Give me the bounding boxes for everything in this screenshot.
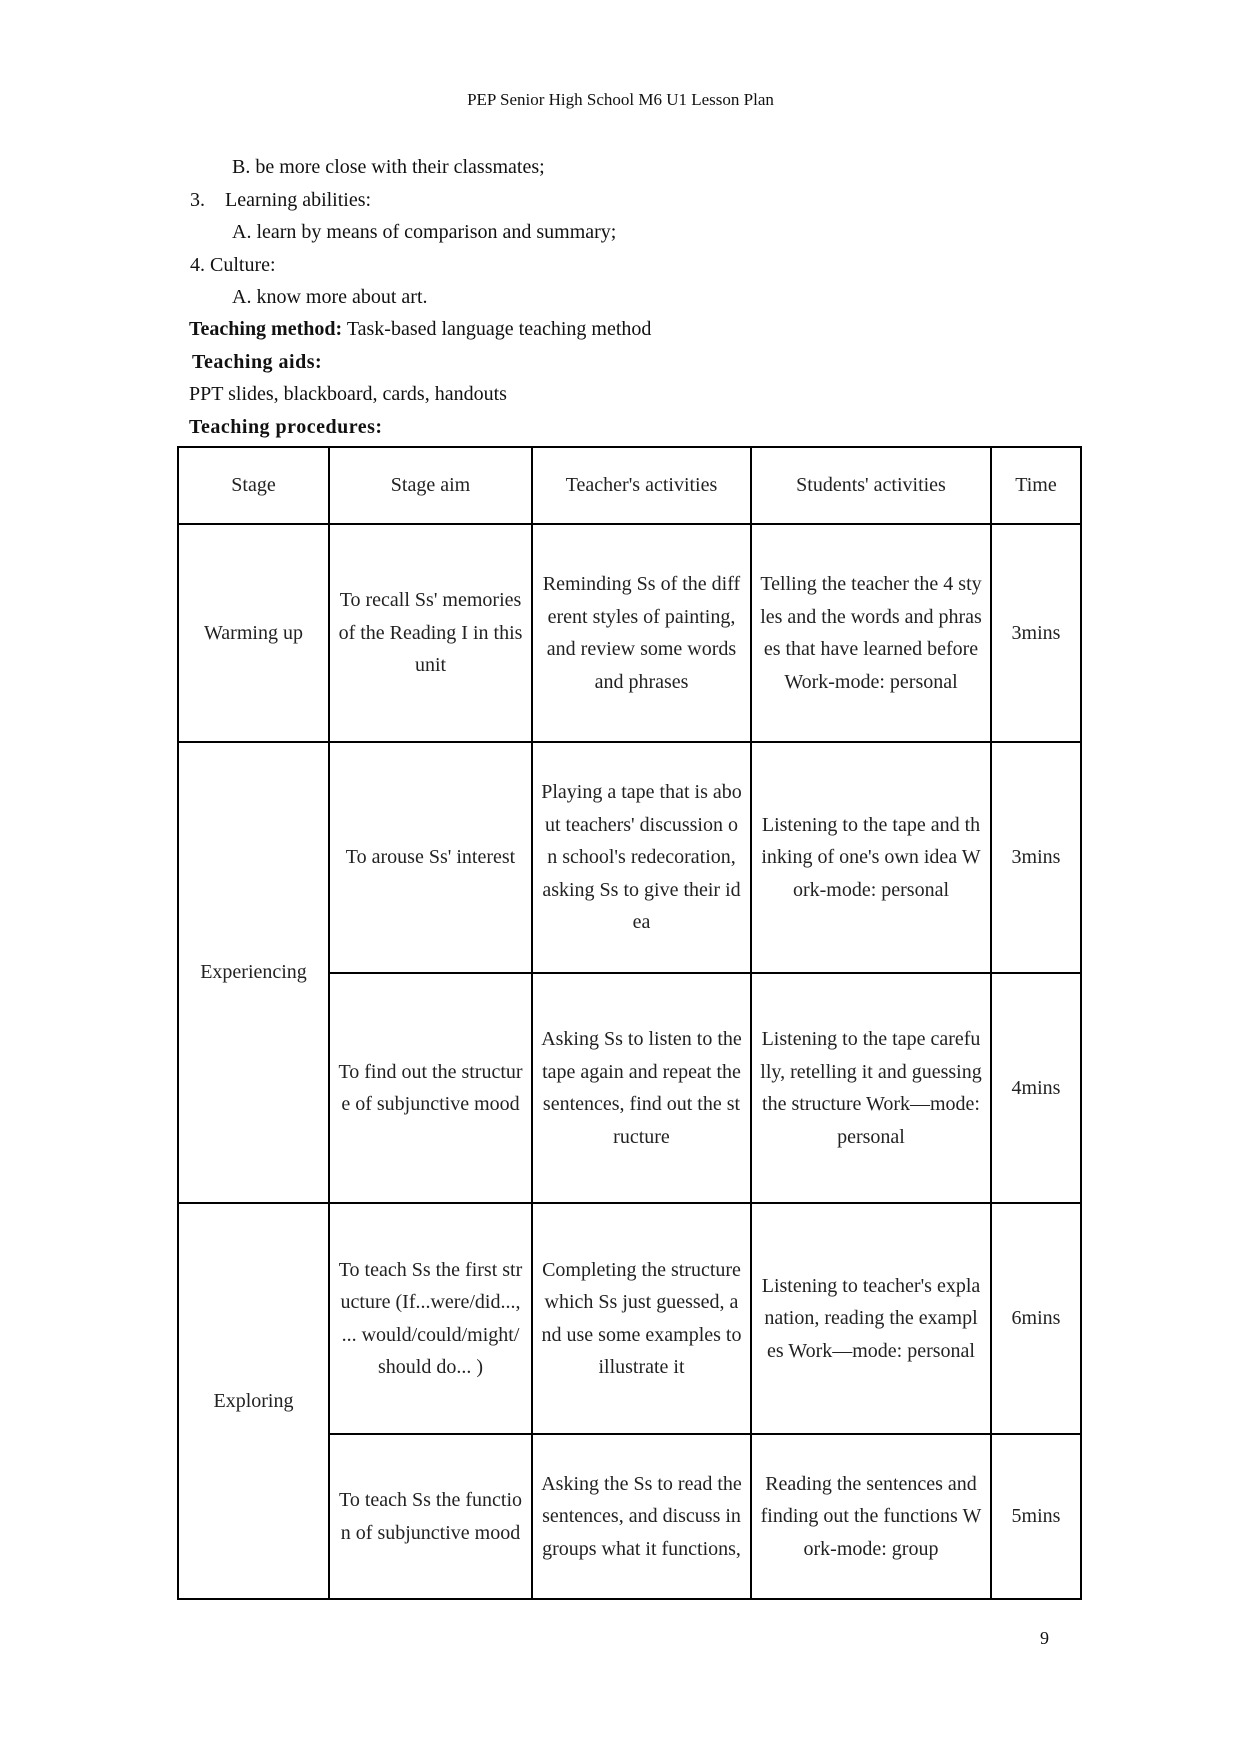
teaching-method [189,316,651,342]
cell-stage: Experiencing [178,742,329,1203]
teaching-procedures-table [177,446,1082,1600]
cell-time: 5mins [991,1434,1081,1599]
cell-teacher: Reminding Ss of the different styles of painting, and review some words and phrases [532,524,751,742]
teaching-method-value: Task-based language teaching method [346,318,652,340]
table-row [178,1203,1081,1434]
column-header-time: Time [991,447,1081,524]
cell-aim: To arouse Ss' interest [329,742,532,973]
teaching-aids-label: Teaching aids: [192,351,323,373]
page-header-title: PEP Senior High School M6 U1 Lesson Plan [467,90,774,109]
cell-teacher: Playing a tape that is about teachers' discussion on school's redecoration, asking Ss to give their idea [532,742,751,973]
cell-students: Listening to teacher's explanation, reading the examples Work—mode: personal [751,1203,991,1434]
cell-teacher: Asking the Ss to read the sentences, and discuss in groups what it functions, [532,1434,751,1599]
cell-time: 3mins [991,742,1081,973]
cell-aim: To teach Ss the first structure (If...were/did..., ... would/could/might/should do... ) [329,1203,532,1434]
learning-abilities-heading [190,187,371,213]
table-header-row [178,447,1081,524]
culture-item-a: A. know more about art. [232,286,428,308]
cell-aim: To find out the structure of subjunctive mood [329,973,532,1203]
cell-aim: To teach Ss the function of subjunctive mood [329,1434,532,1599]
cell-aim: To recall Ss' memories of the Reading I in this unit [329,524,532,742]
column-header-students-activities: Students' activities [751,447,991,524]
cell-students: Telling the teacher the 4 styles and the words and phrases that have learned before Work-mode: personal [751,524,991,742]
learning-abilities-item-a: A. learn by means of comparison and summary; [232,221,617,243]
cell-time: 6mins [991,1203,1081,1434]
cell-time: 3mins [991,524,1081,742]
culture-number: 4. [190,254,205,276]
cell-students: Reading the sentences and finding out the functions Work-mode: group [751,1434,991,1599]
cell-teacher: Completing the structure which Ss just guessed, and use some examples to illustrate it [532,1203,751,1434]
cell-teacher: Asking Ss to listen to the tape again and repeat the sentences, find out the structure [532,973,751,1203]
culture-label: Culture: [210,254,276,276]
cell-students: Listening to the tape and thinking of one's own idea Work-mode: personal [751,742,991,973]
page-number: 9 [1040,1628,1049,1648]
table-row [178,524,1081,742]
teaching-procedures-label: Teaching procedures: [189,416,383,438]
teaching-aids-value: PPT slides, blackboard, cards, handouts [189,383,507,405]
cell-stage: Exploring [178,1203,329,1599]
learning-abilities-label: Learning abilities: [225,189,372,211]
teaching-method-label: Teaching method: [189,318,343,340]
column-header-teacher-activities: Teacher's activities [532,447,751,524]
culture-heading [190,252,276,278]
table-row [178,742,1081,973]
learning-abilities-number: 3. [190,189,205,211]
cell-stage: Warming up [178,524,329,742]
cell-time: 4mins [991,973,1081,1203]
column-header-stage: Stage [178,447,329,524]
objective-b-close: B. be more close with their classmates; [232,156,545,178]
cell-students: Listening to the tape carefully, retelling it and guessing the structure Work—mode: personal [751,973,991,1203]
column-header-stage-aim: Stage aim [329,447,532,524]
